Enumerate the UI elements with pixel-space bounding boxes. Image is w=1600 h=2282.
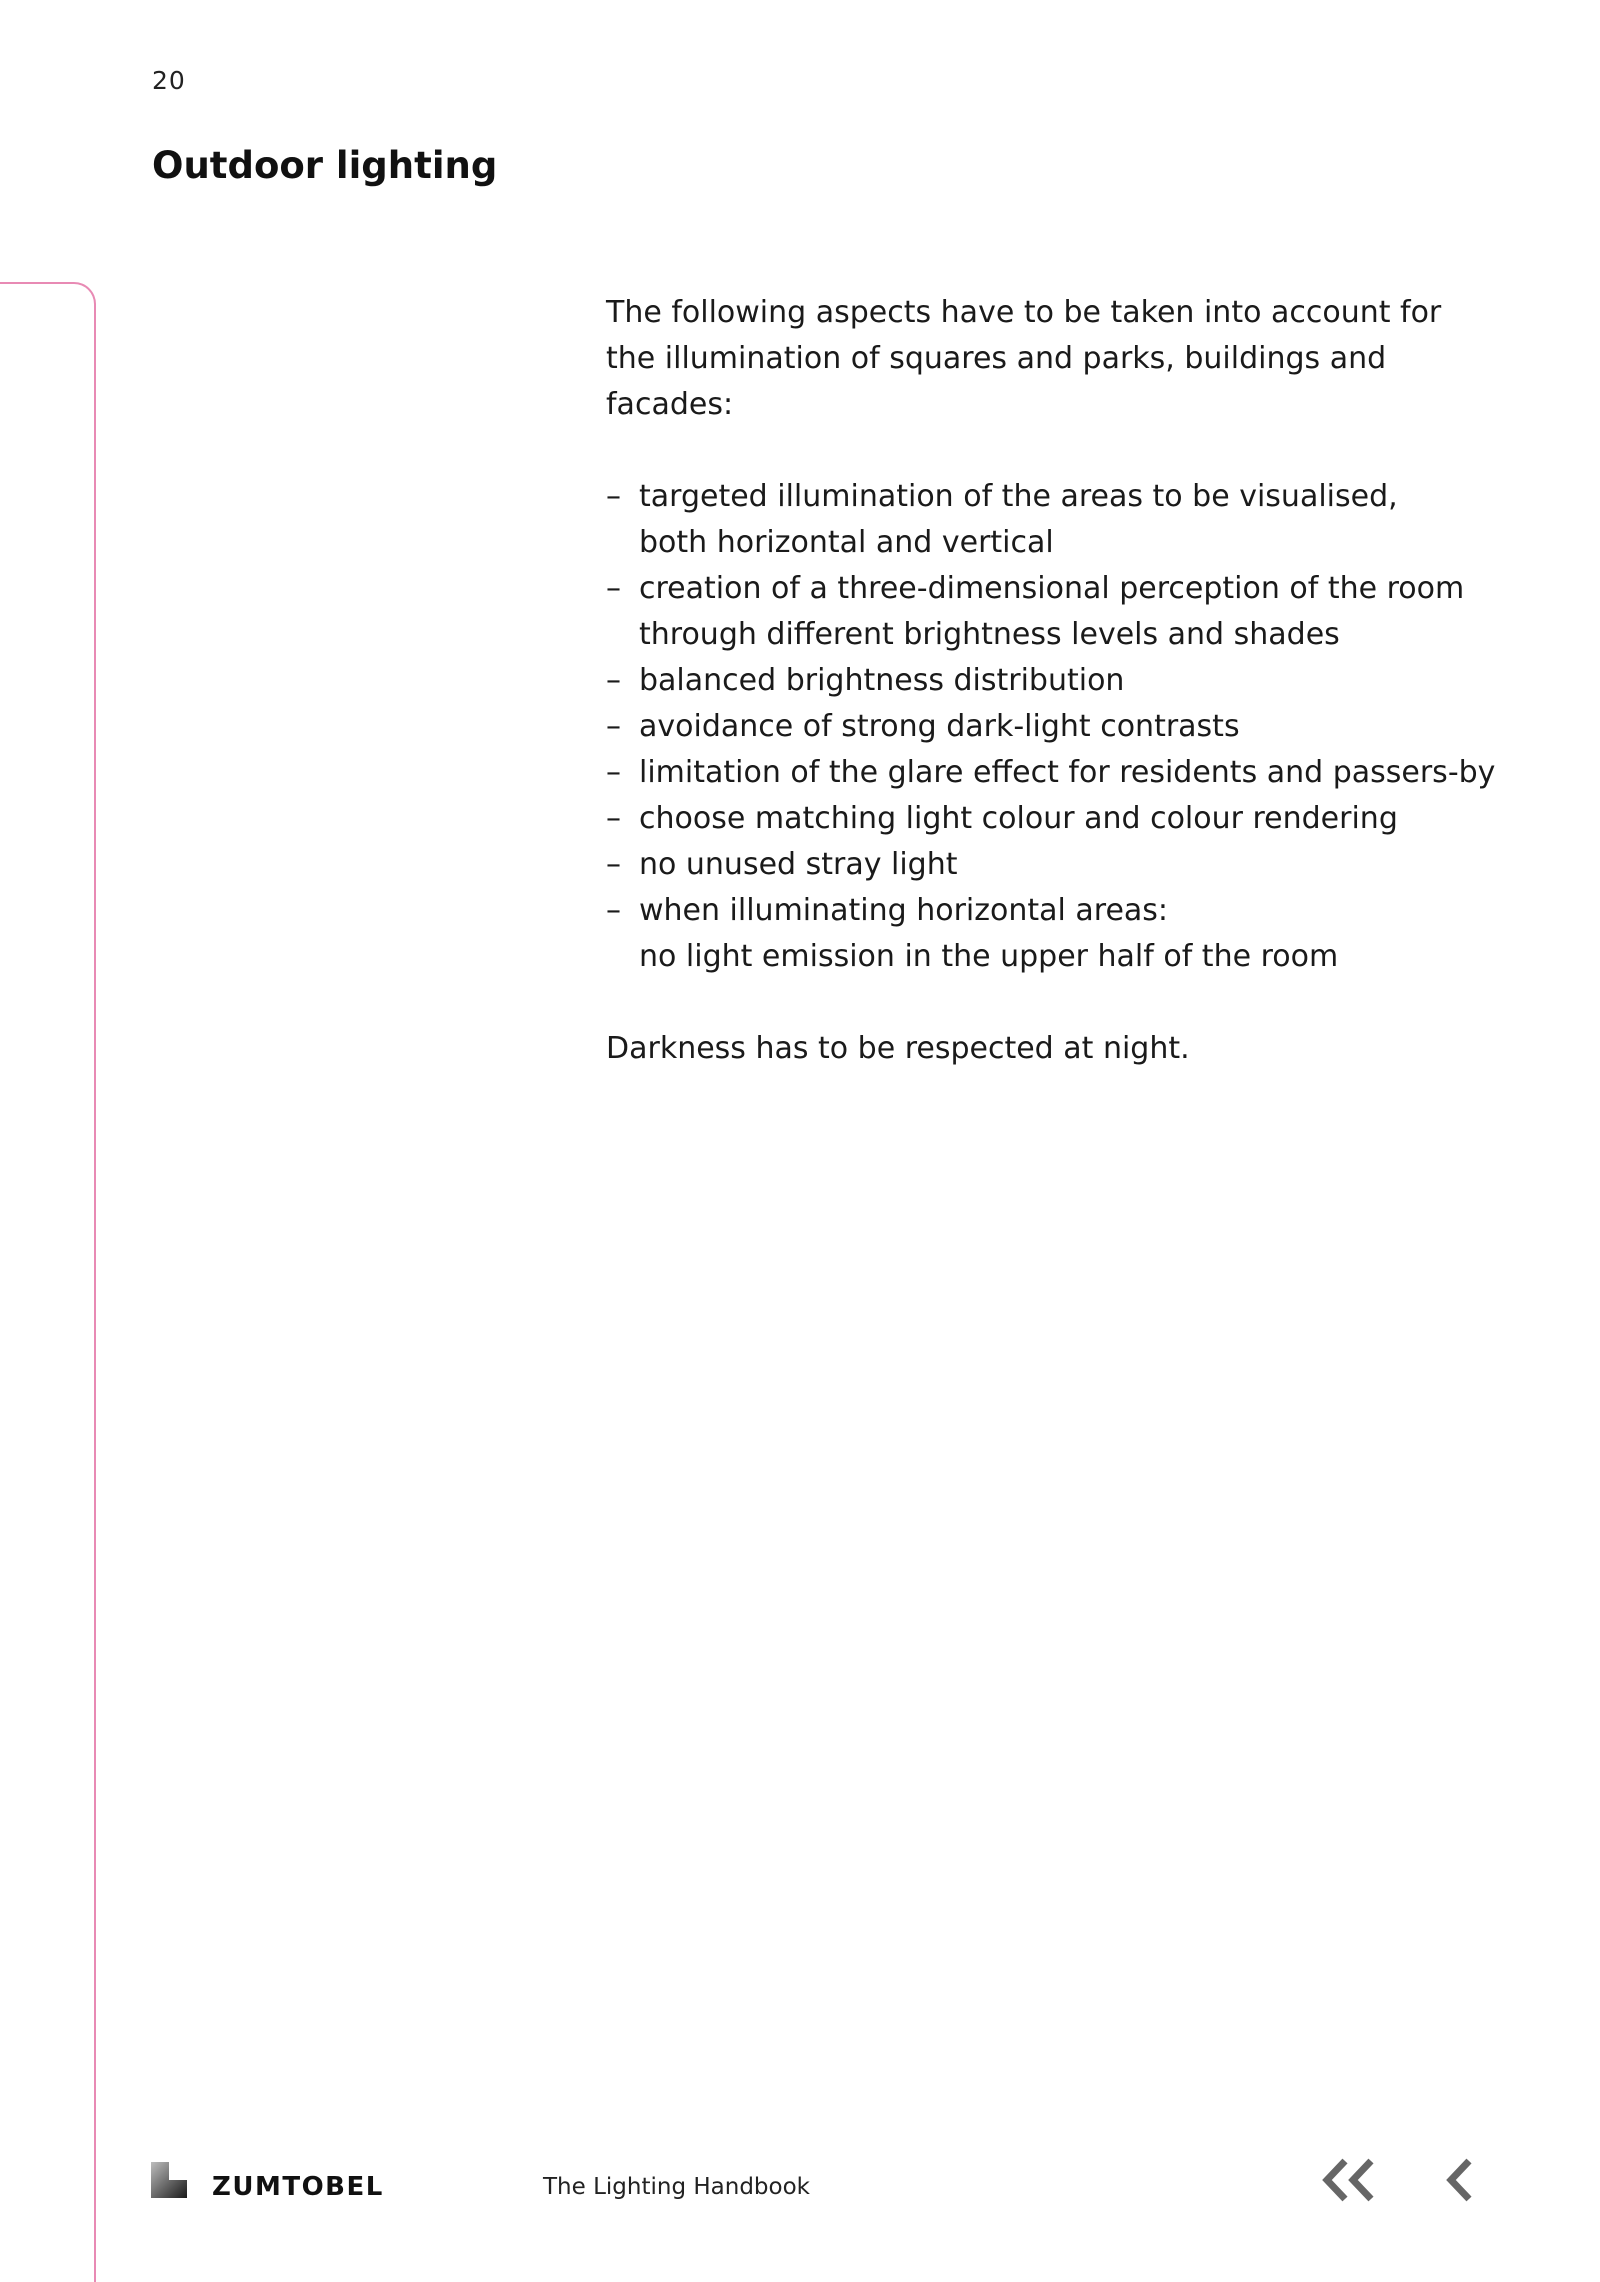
list-item-line: no unused stray light xyxy=(639,847,958,882)
brand-name: ZUMTOBEL xyxy=(212,2172,384,2202)
list-item-line: targeted illumination of the areas to be visualised, xyxy=(639,479,1398,514)
dash-marker: – xyxy=(606,479,621,514)
dash-marker: – xyxy=(606,755,621,790)
handbook-title: The Lighting Handbook xyxy=(543,2174,810,2200)
dash-marker: – xyxy=(606,847,621,882)
list-item-line: no light emission in the upper half of the room xyxy=(639,939,1339,974)
page-title: Outdoor lighting xyxy=(152,144,498,187)
dash-marker: – xyxy=(606,663,621,698)
list-item xyxy=(606,750,1506,796)
list-item-line: limitation of the glare effect for residents and passers-by xyxy=(639,755,1496,790)
dash-marker: – xyxy=(606,571,621,606)
list-item xyxy=(606,888,1506,980)
list-item xyxy=(606,842,1506,888)
first-page-button[interactable] xyxy=(1318,2154,1380,2210)
dash-marker: – xyxy=(606,709,621,744)
list-item xyxy=(606,796,1506,842)
list-item xyxy=(606,704,1506,750)
footer xyxy=(0,2150,1600,2230)
list-item xyxy=(606,566,1506,658)
margin-accent-line xyxy=(0,282,96,2282)
chevron-left-icon xyxy=(1439,2155,1479,2209)
list-item-line: creation of a three-dimensional perception of the room xyxy=(639,571,1465,606)
double-chevron-left-icon xyxy=(1319,2155,1379,2209)
list-item xyxy=(606,474,1506,566)
list-item-line: avoidance of strong dark-light contrasts xyxy=(639,709,1240,744)
intro-paragraph: The following aspects have to be taken into account for the illumination of squares and parks, buildings and facades: xyxy=(606,295,1442,422)
list-item-line: both horizontal and vertical xyxy=(639,525,1054,560)
aspects-list xyxy=(606,474,1506,980)
page-number: 20 xyxy=(152,66,186,95)
list-item-line: balanced brightness distribution xyxy=(639,663,1125,698)
main-content xyxy=(606,290,1506,1072)
dash-marker: – xyxy=(606,801,621,836)
dash-marker: – xyxy=(606,893,621,928)
closing-paragraph: Darkness has to be respected at night. xyxy=(606,1031,1190,1066)
previous-page-button[interactable] xyxy=(1428,2154,1490,2210)
list-item-line: when illuminating horizontal areas: xyxy=(639,893,1169,928)
list-item-line: choose matching light colour and colour rendering xyxy=(639,801,1398,836)
list-item xyxy=(606,658,1506,704)
zumtobel-logo-icon xyxy=(151,2162,187,2198)
list-item-line: through different brightness levels and shades xyxy=(639,617,1340,652)
